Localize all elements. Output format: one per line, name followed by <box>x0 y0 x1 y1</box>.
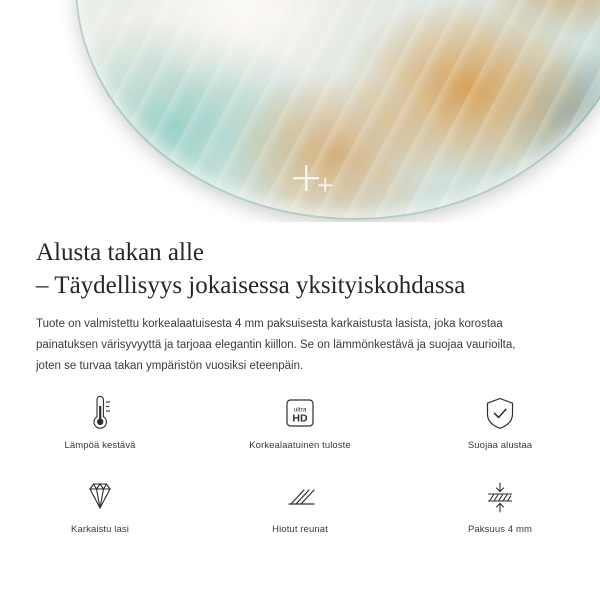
feature-label: Lämpöä kestävä <box>64 440 136 451</box>
page-title <box>0 222 600 302</box>
body-paragraph: Tuote on valmistettu korkealaatuisesta 4 mm paksuisesta karkaistusta lasista, joka korostaa painatuksen värisyvyyttä ja tarjoaa elegantin kiillon. Se on lämmönkestävä ja suojaa vaurioilta, joten se turvaa takan ympäristön vuosiksi eteenpäin. <box>36 318 516 372</box>
ultra-hd-icon <box>280 392 320 434</box>
headline-line-2: – Täydellisyys jokaisessa yksityiskohdassa <box>36 272 466 299</box>
feature-thickness <box>400 476 600 548</box>
feature-label: Karkaistu lasi <box>71 524 129 535</box>
content-block <box>0 222 600 377</box>
feature-high-quality-print <box>200 392 400 464</box>
diamond-icon <box>80 476 120 518</box>
svg-text:HD: HD <box>292 412 308 425</box>
thickness-icon <box>480 476 520 518</box>
marble-glass-disc <box>75 0 600 220</box>
headline-line-1: Alusta takan alle <box>36 239 204 266</box>
svg-text:ultra: ultra <box>293 406 307 414</box>
thermometer-icon <box>83 392 117 434</box>
feature-tempered-glass <box>0 476 200 548</box>
feature-polished-edges <box>200 476 400 548</box>
hero-image <box>0 0 600 222</box>
feature-grid <box>0 392 600 548</box>
feature-label: Korkealaatuinen tuloste <box>249 440 351 451</box>
shield-check-icon <box>482 392 518 434</box>
feature-protects-surface <box>400 392 600 464</box>
polished-edges-icon <box>280 476 320 518</box>
feature-label: Suojaa alustaa <box>467 440 533 451</box>
feature-heat-resistant <box>0 392 200 464</box>
feature-label: Hiotut reunat <box>272 524 328 535</box>
feature-label: Paksuus 4 mm <box>467 524 533 535</box>
